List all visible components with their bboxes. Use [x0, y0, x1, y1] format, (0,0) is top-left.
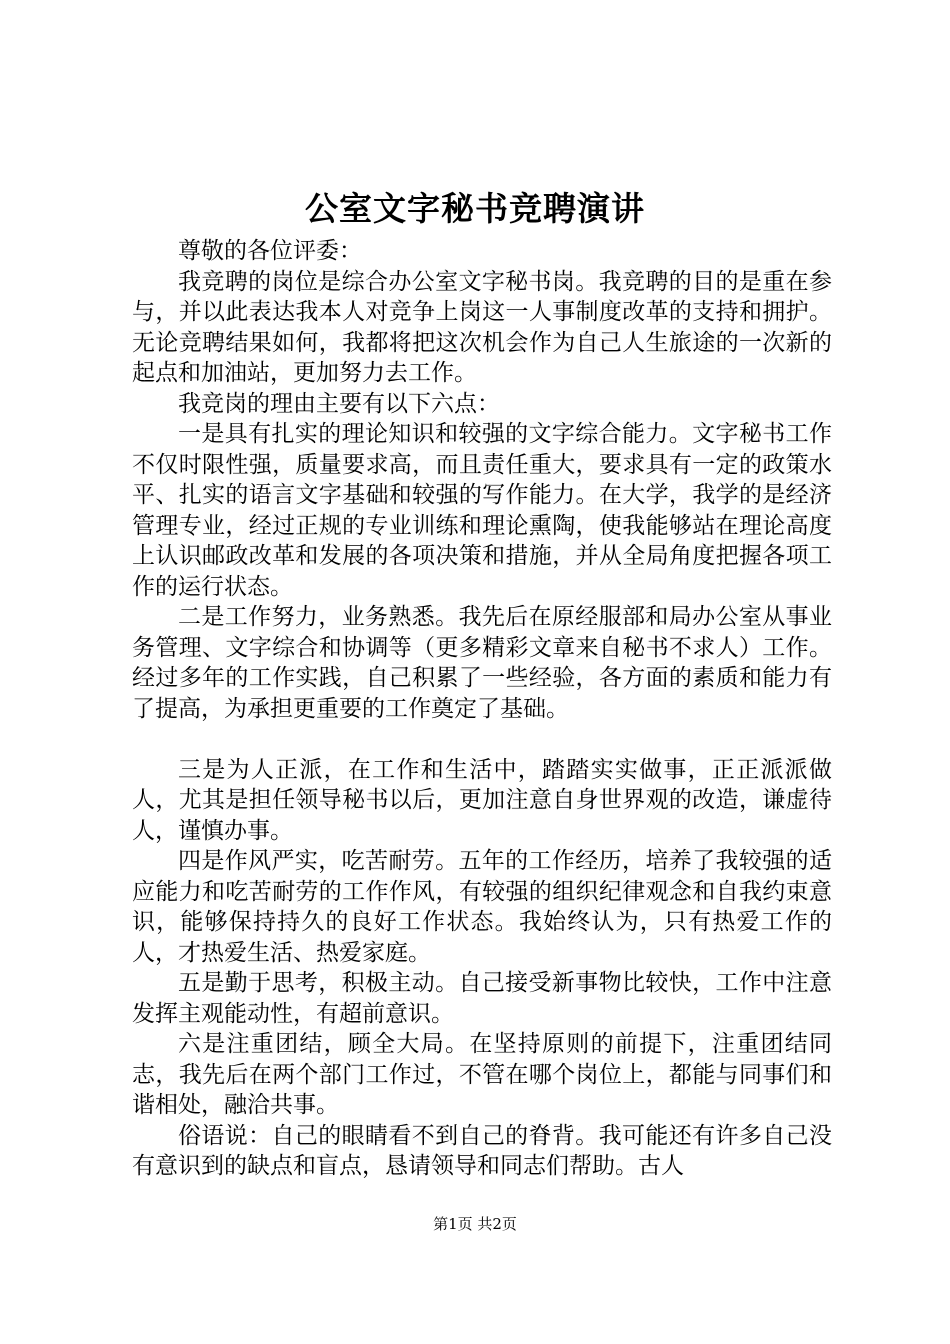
document-body — [132, 236, 832, 1182]
body-paragraph: 二是工作努力，业务熟悉。我先后在原经服部和局办公室从事业务管理、文字综合和协调等（更多精彩文章来自秘书不求人）工作。经过多年的工作实践，自己积累了一些经验，各方面的素质和能力有了提高，为承担更重要的工作奠定了基础。 — [132, 604, 832, 722]
body-paragraph: 一是具有扎实的理论知识和较强的文字综合能力。文字秘书工作不仅时限性强，质量要求高，而且责任重大，要求具有一定的政策水平、扎实的语言文字基础和较强的写作能力。在大学，我学的是经济管理专业，经过正规的专业训练和理论熏陶，使我能够站在理论高度上认识邮政改革和发展的各项决策和措施，并从全局角度把握各项工作的运行状态。 — [132, 421, 832, 600]
body-paragraph: 三是为人正派，在工作和生活中，踏踏实实做事，正正派派做人，尤其是担任领导秘书以后，更加注意自身世界观的改造，谦虚待人，谨慎办事。 — [132, 756, 832, 844]
salutation-paragraph: 尊敬的各位评委： — [178, 238, 362, 264]
document-title: 公室文字秘书竞聘演讲 — [305, 189, 645, 228]
body-paragraph: 四是作风严实，吃苦耐劳。五年的工作经历，培养了我较强的适应能力和吃苦耐劳的工作作风，有较强的组织纪律观念和自我约束意识，能够保持持久的良好工作状态。我始终认为，只有热爱工作的人，才热爱生活、热爱家庭。 — [132, 848, 832, 966]
body-paragraph: 我竞岗的理由主要有以下六点： — [178, 390, 500, 417]
body-paragraph: 我竞聘的岗位是综合办公室文字秘书岗。我竞聘的目的是重在参与，并以此表达我本人对竞争上岗这一人事制度改革的支持和拥护。无论竞聘结果如何，我都将把这次机会作为自己人生旅途的一次新的起点和加油站，更加努力去工作。 — [132, 268, 832, 386]
page-footer: 第1页 共2页 — [433, 1215, 517, 1233]
body-paragraph: 俗语说：自己的眼睛看不到自己的脊背。我可能还有许多自己没有意识到的缺点和盲点，恳请领导和同志们帮助。古人 — [132, 1122, 832, 1179]
body-paragraph: 六是注重团结，顾全大局。在坚持原则的前提下，注重团结同志，我先后在两个部门工作过，不管在哪个岗位上，都能与同事们和谐相处，融洽共事。 — [132, 1031, 832, 1118]
body-paragraph: 五是勤于思考，积极主动。自己接受新事物比较快，工作中注意发挥主观能动性，有超前意识。 — [132, 970, 832, 1027]
